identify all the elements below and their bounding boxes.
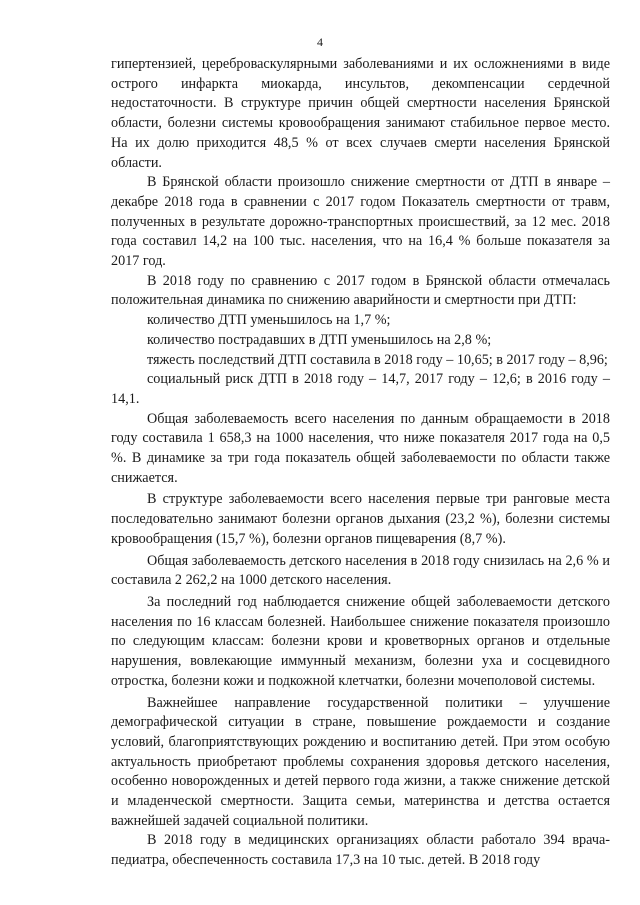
paragraph-accident-severity: тяжесть последствий ДТП составила в 2018 году – 10,65; в 2017 году – 8,96; <box>147 351 608 368</box>
paragraph-cardiovascular-mortality: гипертензией, цереброваскулярными заболеваниями и их осложнениями в виде острого инфаркта миокарда, инсультов, декомпенсации сердечной недостаточности. В структуре причин общей смертности населения Брянской области, болезни системы кровообращения занимают стабильное первое место. На их долю приходится 48,5 % от всех случаев смерти населения Брянской области. <box>111 56 610 171</box>
paragraph-child-morbidity: Общая заболеваемость детского населения в 2018 году снизилась на 2,6 % и составила 2 262,2 на 1000 детского населения. <box>111 552 610 589</box>
paragraph-general-morbidity: Общая заболеваемость всего населения по данным обращаемости в 2018 году составила 1 658,3 на 1000 населения, что ниже показателя 2017 года на 0,5 %. В динамике за три года показатель общей заболеваемости по области также снижается. <box>111 410 610 486</box>
paragraph-morbidity-structure: В структуре заболеваемости всего населения первые три ранговые места последовательно занимают болезни органов дыхания (23,2 %), болезни системы кровообращения (15,7 %), болезни органов пищеварения (8,7 %). <box>111 491 610 547</box>
document-body <box>111 55 610 871</box>
paragraph-pediatricians: В 2018 году в медицинских организациях области работало 394 врача-педиатра, обеспеченность составила 17,3 на 10 тыс. детей. В 2018 году <box>111 832 610 869</box>
page-number: 4 <box>317 35 323 49</box>
paragraph-state-policy: Важнейшее направление государственной политики – улучшение демографической ситуации в стране, повышение рождаемости и создание условий, благоприятствующих рождению и воспитанию детей. При этом особую актуальность приобретают проблемы сохранения здоровья детского населения, особенно новорожденных и детей первого года жизни, а также снижение детской и младенческой смертности. Защита семьи, материнства и детства остается важнейшей задачей социальной политики. <box>111 694 610 829</box>
paragraph-road-safety-dynamics-intro: В 2018 году по сравнению с 2017 годом в Брянской области отмечалась положительная динамика по снижению аварийности и смертности при ДТП: <box>111 272 610 309</box>
paragraph-injured-count: количество пострадавших в ДТП уменьшилось на 2,8 %; <box>147 331 492 348</box>
paragraph-road-accident-mortality: В Брянской области произошло снижение смертности от ДТП в январе – декабре 2018 года в сравнении с 2017 годом Показатель смертности от травм, полученных в результате дорожно-транспортных происшествий, за 12 мес. 2018 года составил 14,2 на 100 тыс. населения, что на 16,4 % больше показателя за 2017 год. <box>111 174 610 270</box>
paragraph-accident-count: количество ДТП уменьшилось на 1,7 %; <box>147 312 391 329</box>
paragraph-social-risk: социальный риск ДТП в 2018 году – 14,7, 2017 году – 12,6; в 2016 году – 14,1. <box>111 371 610 407</box>
paragraph-child-disease-classes: За последний год наблюдается снижение общей заболеваемости детского населения по 16 классам болезней. Наибольшее снижение показателя произошло по следующим классам: болезни крови и кроветворных органов и отдельные нарушения, вовлекающие иммунный механизм, болезни уха и сосцевидного отростка, болезни кожи и подкожной клетчатки, болезни мочеполовой системы. <box>111 593 610 689</box>
